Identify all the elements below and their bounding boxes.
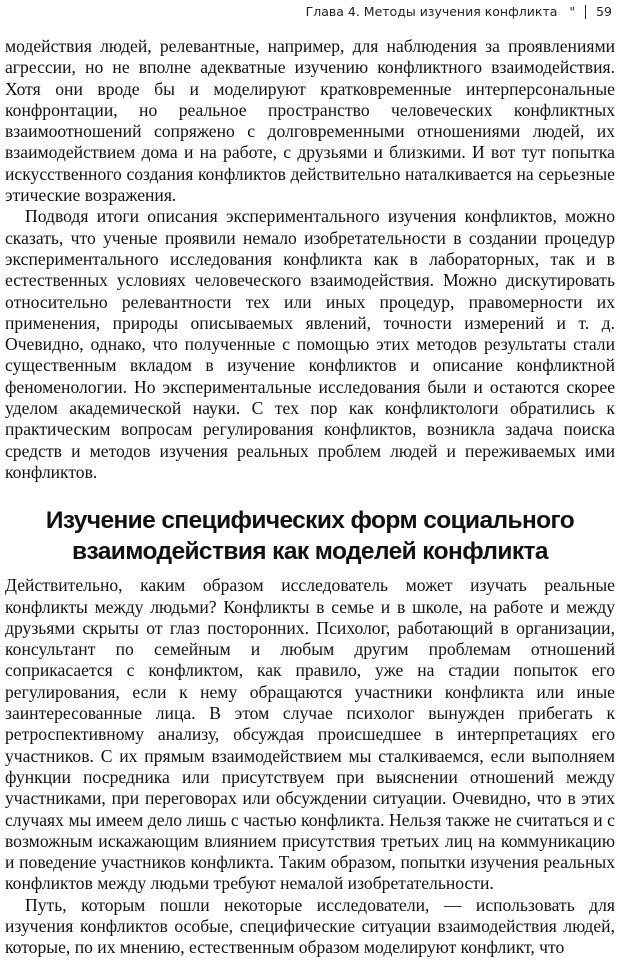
- page-number: 59: [596, 4, 612, 19]
- paragraph-section-intro: Действительно, каким образом исследователь может изучать реальные конфликты между людьми? Конфликты в семье и в школе, на работе и между друзьями скрыты от глаз посторонних. Психолог, работающий в организации, консультант по семейным и любым другим проблемам отношений соприкасается с конфликтом, как правило, уже на стадии попыток его регулирования, если к нему обращаются участники конфликта или иные заинтересованные лица. В этом случае психолог вынужден прибегать к ретроспективному анализу, обсуждая происшедшее в интерпретациях его участников. С их прямым взаимодействием мы сталкиваемся, если выполняем функции посредника или присутствуем при выяснении отношений между участниками, при переговорах или обсуждении ситуации. Очевидно, что в этих случаях мы имеем дело лишь с частью конфликта. Нельзя также не считаться и с возможным искажающим влиянием присутствия третьих лиц на коммуникацию и поведение участников конфликта. Таким образом, попытки изучения реальных конфликтов между людьми требуют немалой изобретательности.: [5, 575, 615, 894]
- paragraph-summary: Подводя итоги описания экспериментального изучения конфликтов, можно сказать, что ученые проявили немало изобретательности в создании процедур экспериментального исследования конфликта как в лабораторных, так и в естественных условиях человеческого взаимодействия. Можно дискутировать относительно релевантности тех или иных процедур, правомерности их применения, природы описываемых явлений, точности измерений и т. д. Очевидно, однако, что полученные с помощью этих методов результаты стали существенным вкладом в изучение конфликтов и описание конфликтной феноменологии. Но экспериментальные исследования были и остаются скорее уделом академической науки. С тех пор как конфликтологи обратились к практическим вопросам регулирования конфликтов, возникла задача поиска средств и методов изучения реальных проблем людей и переживаемых ими конфликтов.: [5, 206, 615, 482]
- paragraph-section-continued: Путь, которым пошли некоторые исследователи, — использовать для изучения конфликтов особые, специфические ситуации взаимодействия людей, которые, по их мнению, естественным образом моделируют конфликт, что: [5, 894, 615, 958]
- paragraph-continued: модействия людей, релевантные, например, для наблюдения за проявлениями агрессии, но не вполне адекватные изучению конфликтного взаимодействия. Хотя они вроде бы и моделируют кратковременные интерперсональные конфронтации, но реальное пространство человеческих конфликтных взаимоотношений сопряжено с долговременными отношениями людей, их взаимодействием дома и на работе, с друзьями и близкими. И вот тут попытка искусственного создания конфликтов действительно наталкивается на серьезные этические возражения.: [5, 36, 615, 206]
- chapter-title: Глава 4. Методы изучения конфликта: [305, 4, 558, 19]
- header-mark: ": [569, 4, 576, 19]
- header-divider: [585, 5, 586, 19]
- section-heading-line-2: взаимодействия как моделей конфликта: [72, 538, 548, 566]
- section-heading-line-1: Изучение специфических форм социального: [45, 507, 575, 535]
- section-heading: [5, 505, 615, 567]
- page-body: [5, 36, 615, 959]
- running-header: [306, 4, 612, 19]
